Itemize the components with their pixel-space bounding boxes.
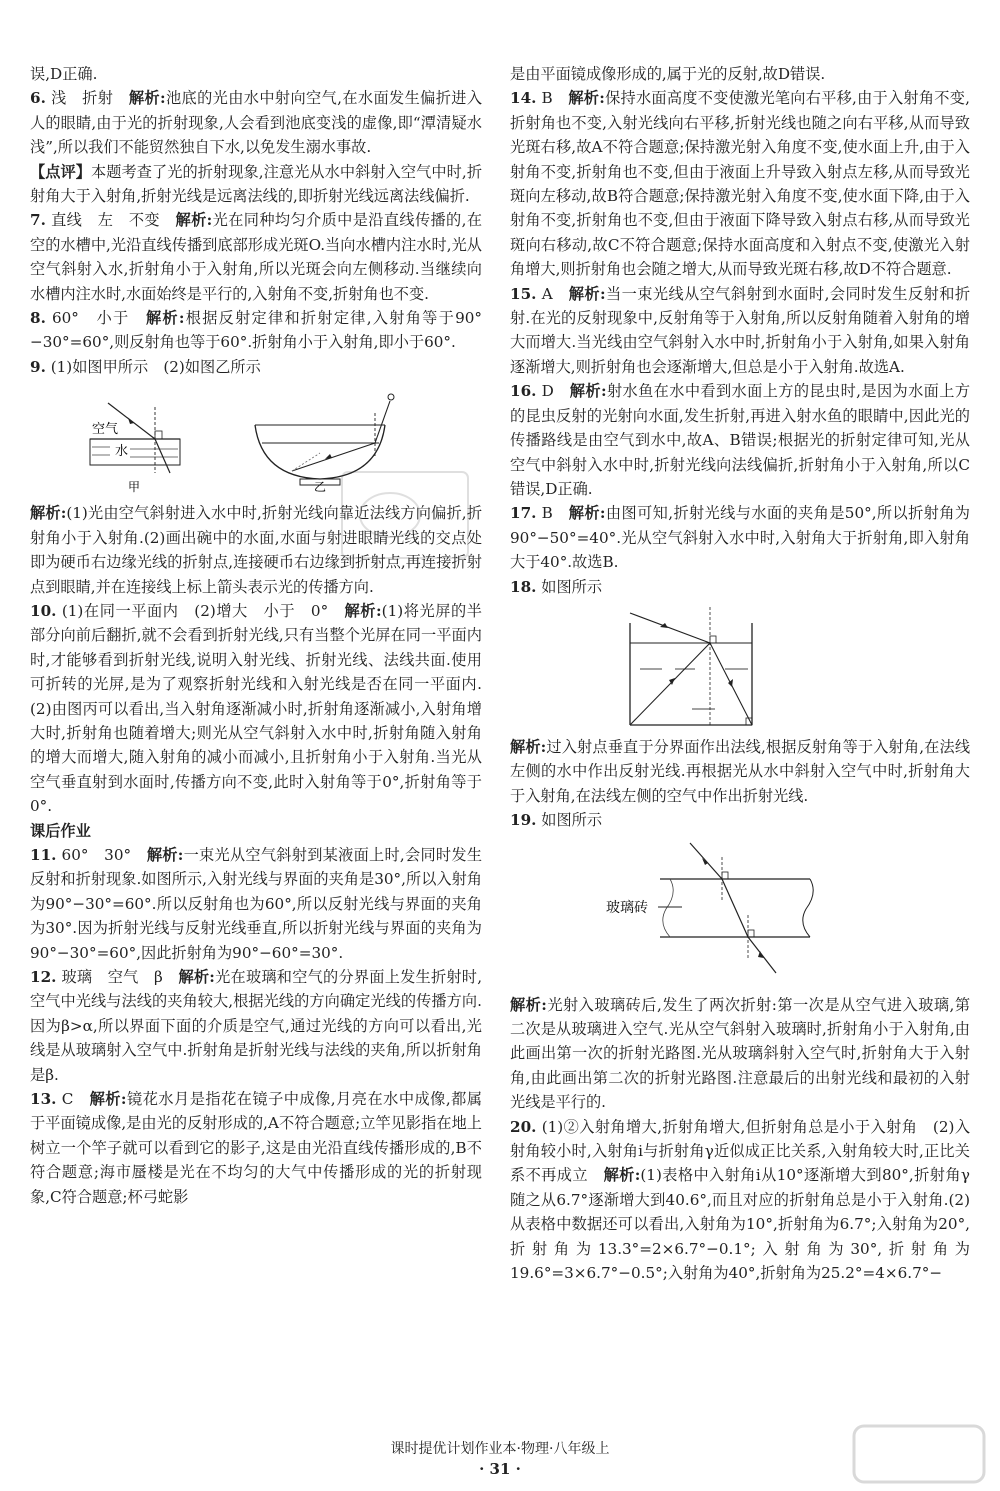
- air-label: 空气: [92, 422, 119, 438]
- answer-13: 13. C 解析:镜花水月是指花在镜子中成像,月亮在水中成像,都属于平面镜成像,是由光的反射形成的,A不符合题意;立竿见影指在地上树立一个竿子就可以看到它的影子,这是由光沿直线传播形成的,B不符合题意;海市蜃楼是光在不均匀的大气中传播形成的光的折射现象,C符合题意;杯弓蛇影: [30, 1090, 483, 1206]
- continuation-text-right: 是由平面镜成像形成的,属于光的反射,故D错误.: [510, 65, 826, 83]
- page-number: · 31 ·: [479, 1460, 521, 1478]
- diagram-jia: [90, 403, 180, 494]
- answer-19: 19. 如图所示: [510, 811, 603, 830]
- answer-6: 6. 浅 折射 解析:池底的光由水中射向空气,在水面发生偏折进入人的眼睛,由于光的折射现象,人会看到池底变浅的虚像,即“潭清疑水浅”,所以我们不能贸然独自下水,以免发生溺水事故.: [30, 89, 483, 157]
- answer-8: 8. 60° 小于 解析:根据反射定律和折射定律,入射角等于90°−30°=60°,则反射角也等于60°.折射角小于入射角,即小于60°.: [30, 309, 482, 352]
- answer-11: 11. 60° 30° 解析:一束光从空气斜射到某液面上时,会同时发生反射和折射现象.如图所示,入射光线与界面的夹角是30°,所以入射角为90°−30°=60°.所以反射角也为60°,所以反射光线与界面的夹角为30°.因为折射光线与反射光线垂直,所以折射光线与界面的夹角为90°−30°=60°,因此折射角为90°−60°=30°.: [30, 845, 483, 962]
- answer-9: 9. (1)如图甲所示 (2)如图乙所示: [30, 357, 261, 376]
- explanation-18: 解析:过入射点垂直于分界面作出法线,根据反射角等于入射角,在法线左侧的水中作出反射光线.再根据光从水中斜射入空气中时,折射角大于入射角,在法线左侧的空气中作出折射光线.: [510, 737, 971, 805]
- caption-yi: 乙: [314, 480, 327, 495]
- section-heading: 课后作业: [30, 821, 91, 840]
- answer-10: 10. (1)在同一平面内 (2)增大 小于 0° 解析:(1)将光屏的半部分向前后翻折,就不会看到折射光线,只有当整个光屏在同一平面内时,才能够看到折射光线,说明入射光线、折射光线、法线共面.使用可折转的光屏,是为了观察折射光线和入射光线是否在同一平面内.(2)由图丙可以看出,当入射角逐渐减小时,折射角逐渐减小,入射角增大时,折射角也随着增大;则光从空气斜射入水中时,折射角随入射角的增大而增大,随入射角的减小而减小,且折射角小于入射角.当光从空气垂直射到水面时,传播方向不变,此时入射角等于0°,折射角等于0°.: [30, 601, 482, 816]
- answer-18: 18. 如图所示: [510, 577, 603, 596]
- right-column: [510, 62, 970, 1285]
- explanation-9: 解析:(1)光由空气斜射进入水中时,折射光线向靠近法线方向偏折,折射角小于入射角.(2)画出碗中的水面,水面与射进眼睛光线的交点处即为硬币右边缘光线的折射点,连接硬币右边缘到折射点,再连接折射点到眼睛,并在连接线上标上箭头表示光的传播方向.: [30, 504, 483, 596]
- figure-9: [30, 383, 482, 495]
- comment-6: 【点评】本题考查了光的折射现象,注意光从水中斜射入空气中时,折射角大于入射角,折射光线是远离法线的,即折射光线远离法线偏折.: [30, 162, 483, 206]
- figure-19: [510, 837, 970, 987]
- answer-7: 7. 直线 左 不变 解析:光在同种均匀介质中是沿直线传播的,在空的水槽中,光沿直线传播到底部形成光斑O.当向水槽内注水时,光从空气斜射入水,折射角小于入射角,所以光斑会向左侧移动.当继续向水槽内注水时,水面始终是平行的,入射角不变,折射角也不变.: [30, 211, 483, 303]
- left-column: [30, 62, 482, 1209]
- refraction-diagrams-9: [30, 383, 482, 495]
- figure-18: [510, 603, 970, 729]
- answer-17: 17. B 解析:由图可知,折射光线与水面的夹角是50°,所以折射角为90°−50°=40°.光从空气斜射入水中时,入射角大于折射角,即入射角大于40°.故选B.: [510, 504, 970, 572]
- answer-12: 12. 玻璃 空气 β 解析:光在玻璃和空气的分界面上发生折射时,空气中光线与法线的夹角较大,根据光线的方向确定光线的传播方向.因为β>α,所以界面下面的介质是空气,通过光线的方向可以看出,光线是从玻璃射入空气中.折射角是折射光线与法线的夹角,所以折射角是β.: [30, 968, 483, 1084]
- diagram-yi: [255, 394, 394, 494]
- answer-15: 15. A 解析:当一束光线从空气斜射到水面时,会同时发生反射和折射.在光的反射现象中,反射角等于入射角,所以反射角随着入射角的增大而增大.当光线由空气斜射入水中时,折射角小于入射角,如果入射角逐渐增大,则折射角也会逐渐增大,但总是小于入射角.故选A.: [510, 284, 971, 376]
- tank-reflection-diagram: [510, 603, 970, 729]
- page-footer: 课时提优计划作业本·物理·八年级上: [390, 1441, 610, 1457]
- continuation-text: 误,D正确.: [30, 65, 98, 83]
- answer-14: 14. B 解析:保持水面高度不变使激光笔向右平移,由于入射角不变,折射角也不变,入射光线向右平移,折射光线也随之向右平移,从而导致光斑右移,故A不符合题意;保持激光射入角度不变,使水面上升,由于入射角不变,折射角也不变,但由于液面上升导致入射点左移,从而导致光斑向左移动,故B符合题意;保持激光射入角度不变,使水面下降,由于入射角不变,折射角也不变,但由于液面下降导致入射点右移,从而导致光斑向右移动,故C不符合题意;保持水面高度和入射点不变,使激光入射角增大,则折射角也会随之增大,从而导致光斑右移,故D不符合题意.: [510, 89, 970, 279]
- explanation-19: 解析:光射入玻璃砖后,发生了两次折射:第一次是从空气进入玻璃,第二次是从玻璃进入空气.光从空气斜射入玻璃时,折射角小于入射角,由此画出第一次的折射光路图.光从玻璃斜射入空气时,折射角大于入射角,由此画出第二次的折射光路图.注意最后的出射光线和最初的入射光线是平行的.: [510, 995, 971, 1112]
- glass-brick-label: 玻璃砖: [606, 899, 648, 916]
- glass-brick-diagram: [510, 837, 970, 987]
- water-label: 水: [115, 444, 129, 460]
- caption-jia: 甲: [128, 480, 141, 495]
- answer-20: 20. (1)②入射角增大,折射角增大,但折射角总是小于入射角 (2)入射角较小时,入射角i与折射角γ近似成正比关系,入射角较大时,正比关系不再成立 解析:(1)表格中入射角i从10°逐渐增大到80°,折射角γ随之从6.7°逐渐增大到40.6°,而且对应的折射角总是小于入射角.(2)从表格中数据还可以看出,入射角为10°,折射角为6.7°;入射角为20°,折射角为13.3°=2×6.7°−0.1°;入射角为30°,折射角为19.6°=3×6.7°−0.5°;入射角为40°,折射角为25.2°=4×6.7°−: [510, 1117, 971, 1283]
- answer-16: 16. D 解析:射水鱼在水中看到水面上方的昆虫时,是因为水面上方的昆虫反射的光射向水面,发生折射,再进入射水鱼的眼睛中,因此光的传播路线是由空气到水中,故A、B错误;根据光的折射定律可知,光从空气中斜射入水中时,折射光线向法线偏折,折射角小于入射角,所以C错误,D正确.: [510, 382, 971, 498]
